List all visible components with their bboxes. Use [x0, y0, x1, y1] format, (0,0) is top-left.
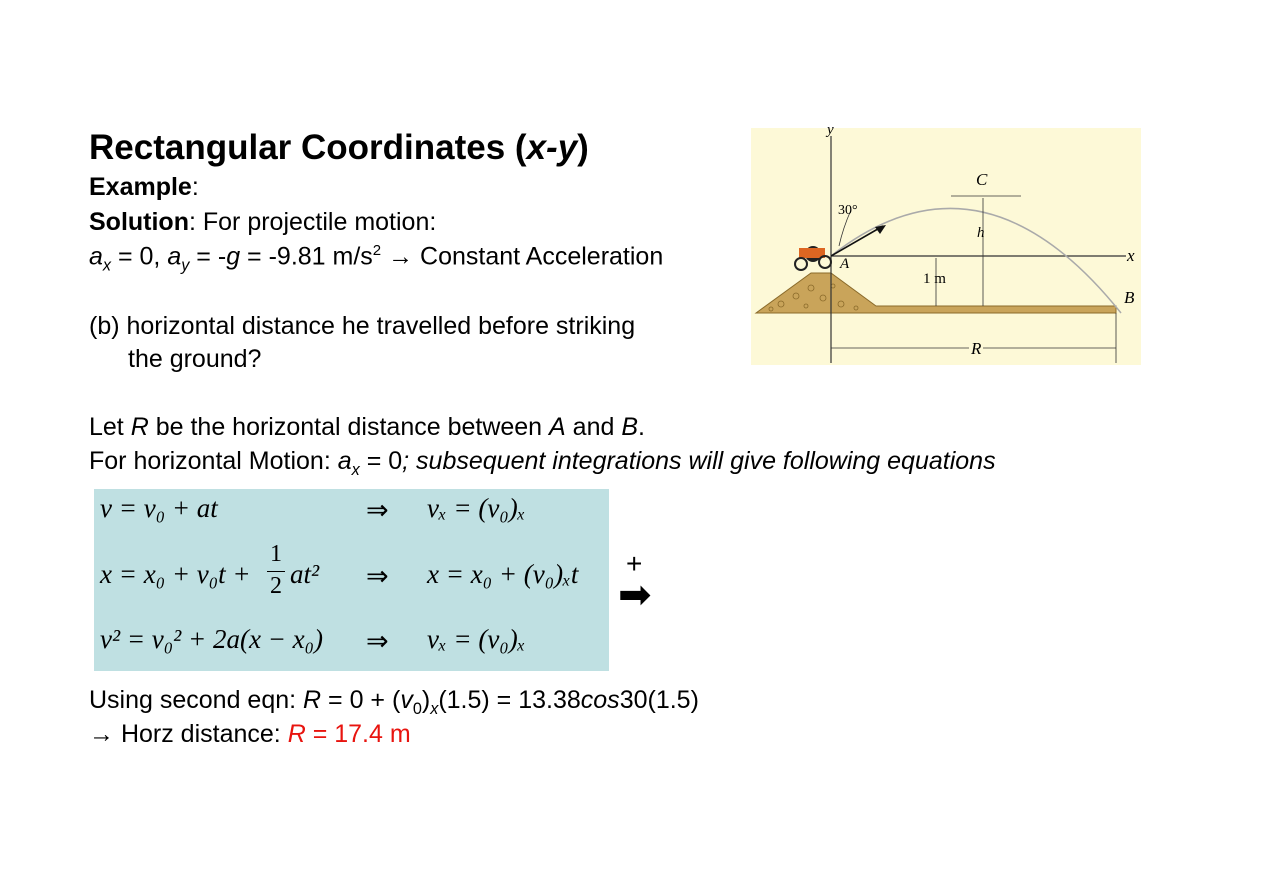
acceleration-line: $a_x = 0$, $a_y = -g = -9.81$ $m/s^2$ → Constant Acceleration: [89, 242, 664, 275]
solution-line: Solution: For projectile motion:: [89, 208, 437, 236]
label-A: A: [840, 256, 850, 272]
kinematic-equations-box: [94, 489, 609, 671]
page-title: Rectangular Coordinates (x-y): [89, 128, 589, 167]
let-statement: Let R be the horizontal distance between A and B.: [89, 413, 645, 441]
question-line-2: the ground?: [128, 345, 262, 373]
projectile-diagram: [751, 122, 1141, 365]
example-line: Example:: [89, 173, 199, 201]
label-R: R: [971, 339, 982, 358]
horizontal-motion-line: For horizontal Motion: $a_x = 0$; subsequent integrations will give following equations: [89, 447, 996, 479]
positive-direction-arrow: ➡: [618, 572, 652, 618]
trajectory-curve: [831, 208, 1121, 313]
velocity-vector: [831, 226, 883, 256]
implies-arrow-3: ⇒: [366, 626, 389, 657]
implies-arrow-2: ⇒: [366, 561, 389, 592]
fraction-denominator: 2: [270, 573, 282, 599]
equation-1-right: vₓ = (v₀)ₓ: [427, 493, 526, 523]
equation-2-right: x = x₀ + (v₀)ₓt: [427, 559, 579, 589]
label-B: B: [1124, 288, 1135, 307]
equation-2-tail: at²: [290, 559, 320, 589]
motorcycle-rider-icon: [795, 246, 831, 270]
second-equation-line: Using second eqn: $R = 0 + (v_0)_x(1.5) = 13.38\cos 30(1.5)$: [89, 686, 699, 718]
label-y: y: [827, 122, 834, 138]
implies-arrow-1: ⇒: [366, 495, 389, 526]
equation-1-left: v = v₀ + at: [100, 493, 218, 523]
label-angle: 30°: [838, 203, 858, 218]
label-C: C: [976, 170, 988, 189]
positive-sign: +: [626, 548, 643, 579]
result-line: → Horz distance: R = 17.4 m: [89, 720, 411, 748]
fraction-bar: [267, 571, 285, 572]
label-x: x: [1127, 246, 1135, 265]
equation-3-right: vₓ = (v₀)ₓ: [427, 624, 526, 654]
question-line-1: (b) horizontal distance he travelled before striking: [89, 312, 636, 340]
projectile-diagram-svg: [751, 128, 1141, 365]
label-h: h: [977, 225, 985, 241]
label-one-meter: 1 m: [923, 271, 946, 287]
equation-2-left: x = x₀ + v₀t +: [100, 559, 251, 589]
equation-3-left: v² = v₀² + 2a(x − x₀): [100, 624, 324, 654]
fraction-numerator: 1: [270, 541, 282, 567]
